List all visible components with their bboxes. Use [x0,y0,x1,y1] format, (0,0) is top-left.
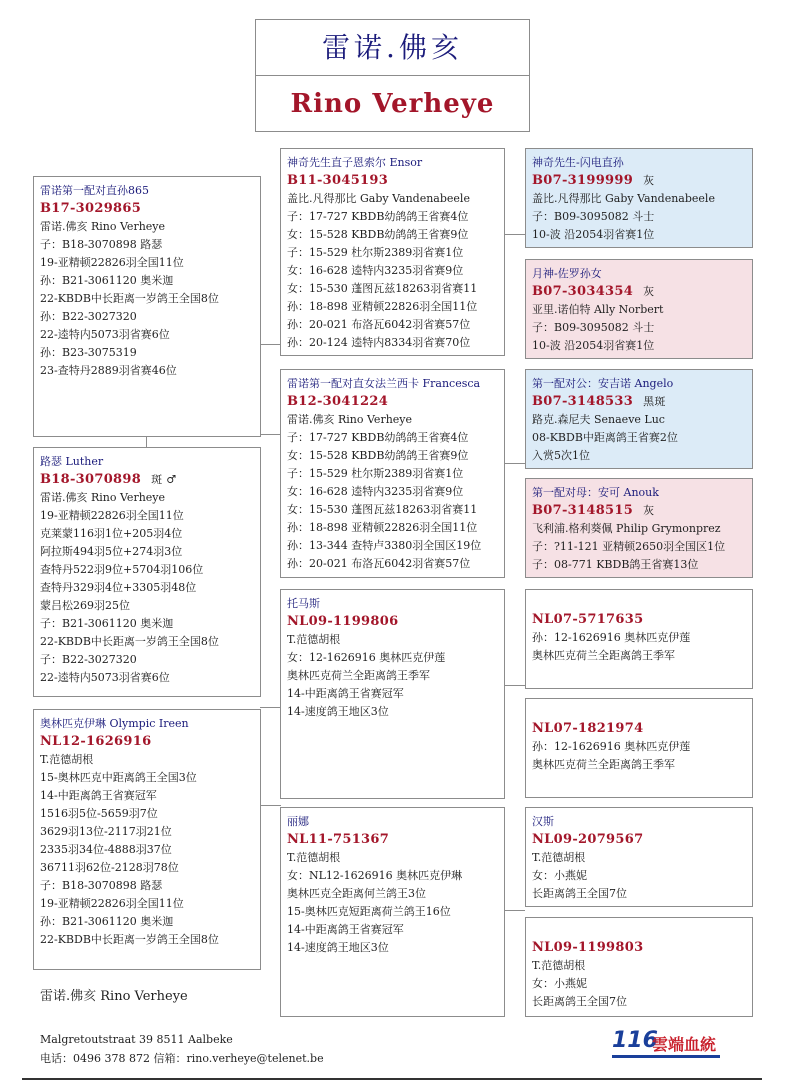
pedigree-line: 1516羽5位-5659羽7位 [40,807,158,820]
pedigree-line: 3629羽13位-2117羽21位 [40,825,172,838]
pedigree-line: 子：17-727 KBDB幼鸽鸽王省赛4位 [287,210,469,223]
pigeon-box-dsd [525,698,753,798]
pedigree-line: 22-KBDB中长距离一岁鸽王全国8位 [40,635,219,648]
bottom-divider [22,1078,762,1080]
pedigree-line: 子：B18-3070898 路瑟 [40,879,163,892]
pedigree-line: 女：12-1626916 奥林匹克伊莲 [287,651,446,664]
pedigree-line: T.范德胡根 [287,851,341,864]
pedigree-line: 15-奥林匹克短距离荷兰鸽王16位 [287,905,451,918]
pigeon-box-ddd [525,917,753,1017]
pedigree-line: 孙：20-021 布洛瓦6042羽省赛57位 [287,318,471,331]
pedigree-line: 15-奥林匹克中距离鸽王全国3位 [40,771,197,784]
connector-subject-sire [146,437,147,447]
ring-number: B07-3148533 黑斑 [532,394,666,409]
pigeon-box-sds [525,369,753,469]
pigeon-box-dam-sire [280,589,505,799]
pedigree-line: 19-亚精顿22826羽全国11位 [40,256,184,269]
pedigree-line: 女：15-528 KBDB幼鸽鸽王省赛9位 [287,228,469,241]
pedigree-line: 奥林匹克荷兰全距离鸽王季军 [532,649,675,662]
pedigree-line: 阿拉斯494羽5位+274羽3位 [40,545,183,558]
breeder-address: Malgretoutstraat 39 8511 Aalbeke [40,1033,233,1046]
pedigree-line: 19-亚精顿22826羽全国11位 [40,897,184,910]
pedigree-line: 女：16-628 逵特内3235羽省赛9位 [287,264,464,277]
pedigree-line: 36711羽62位-2128羽78位 [40,861,179,874]
pedigree-line: 长距离鸽王全国7位 [532,995,627,1008]
pedigree-line: 盖比.凡得那比 Gaby Vandenabeele [532,192,715,205]
pedigree-line: 孙：B22-3027320 [40,310,137,323]
pedigree-line: 2335羽34位-4888羽37位 [40,843,172,856]
pedigree-line: 子：B09-3095082 斗士 [532,210,655,223]
pedigree-line: 孙：B21-3061120 奥米迦 [40,274,174,287]
ring-number: NL11-751367 [287,832,390,847]
pedigree-line: 22-KBDB中长距离一岁鸽王全国8位 [40,292,219,305]
logo-underline [612,1055,720,1058]
pigeon-title: 路瑟 Luther [40,455,104,468]
pedigree-line: 孙：20-021 布洛瓦6042羽省赛57位 [287,557,471,570]
ring-number: B17-3029865 [40,201,142,216]
pedigree-line: 女：15-528 KBDB幼鸽鸽王省赛9位 [287,449,469,462]
yunduan-logo [612,1028,722,1058]
pedigree-line: 女：16-628 逵特内3235羽省赛9位 [287,485,464,498]
connector-dd-parents [504,910,525,911]
pedigree-line: 查特丹329羽4位+3305羽48位 [40,581,197,594]
pigeon-color: 黑斑 [643,395,666,408]
pedigree-line: 奥林匹克全距离何兰鸽王3位 [287,887,426,900]
breeder-signature: 雷诺.佛亥 Rino Verheye [40,989,188,1004]
pigeon-title: 丽娜 [287,815,309,828]
pedigree-line: 女：15-530 蓬图瓦兹18263羽省赛11 [287,503,478,516]
ring-number: B18-3070898 斑 ♂ [40,472,177,487]
pedigree-line: 路克.森尼夫 Senaeve Luc [532,413,665,426]
ring-number: NL09-1199803 [532,940,644,955]
pedigree-line: 14-中距离鸽王省赛冠军 [287,923,404,936]
pedigree-line: 长距离鸽王全国7位 [532,887,627,900]
title-chinese: 雷诺.佛亥 [322,31,463,64]
pigeon-title: 汉斯 [532,815,554,828]
logo-number: 116 [612,1028,658,1053]
pedigree-line: 14-中距离鸽王省赛冠军 [287,687,404,700]
ring-number: NL09-2079567 [532,832,644,847]
pigeon-title: 第一配对母：安可 Anouk [532,486,659,499]
pedigree-line: 孙：B21-3061120 奥米迦 [40,915,174,928]
pigeon-box-sdd [525,478,753,578]
pigeon-box-dds [525,807,753,907]
pedigree-line: 10-波 沿2054羽省赛1位 [532,228,655,241]
pigeon-title: 托马斯 [287,597,320,610]
ring-number: B07-3148515 灰 [532,503,655,518]
pedigree-title-box [255,19,530,132]
connector-sire-ss [260,344,281,345]
pedigree-line: 查特丹522羽9位+5704羽106位 [40,563,204,576]
pedigree-line: 14-中距离鸽王省赛冠军 [40,789,157,802]
pedigree-line: 雷诺.佛亥 Rino Verheye [287,413,413,426]
pedigree-line: 22-逵特内5073羽省赛6位 [40,328,170,341]
pedigree-line: 子：B09-3095082 斗士 [532,321,655,334]
pedigree-line: T.范德胡根 [532,851,586,864]
ring-number: NL07-1821974 [532,721,644,736]
pedigree-line: 克莱蒙116羽1位+205羽4位 [40,527,183,540]
pigeon-color: 灰 [643,174,655,187]
pigeon-color: 灰 [643,504,655,517]
pedigree-line: 孙：12-1626916 奥林匹克伊莲 [532,631,691,644]
pedigree-line: 14-速度鸽王地区3位 [287,705,389,718]
pigeon-box-ssd [525,259,753,359]
pedigree-line: 子：B21-3061120 奥米迦 [40,617,174,630]
pedigree-line: 孙：B23-3075319 [40,346,137,359]
title-divider [256,75,529,76]
pigeon-title: 奥林匹克伊琳 Olympic Ireen [40,717,189,730]
pedigree-line: 子：B22-3027320 [40,653,137,666]
pedigree-line: 蒙吕松269羽25位 [40,599,130,612]
pigeon-box-dam-dam [280,807,505,1017]
pedigree-line: 奥林匹克荷兰全距离鸽王季军 [532,758,675,771]
breeder-contact: 电话：0496 378 872 信箱：rino.verheye@telenet.be [40,1052,324,1065]
pigeon-box-sire [33,447,261,697]
pedigree-line: T.范德胡根 [287,633,341,646]
pedigree-line: 14-速度鸽王地区3位 [287,941,389,954]
pedigree-line: 雷诺.佛亥 Rino Verheye [40,220,166,233]
pedigree-line: 子：08-771 KBDB鸽王省赛13位 [532,558,699,571]
pedigree-line: 女：小燕妮 [532,977,587,990]
ring-number: B07-3034354 灰 [532,284,655,299]
pedigree-line: 22-KBDB中长距离一岁鸽王全国8位 [40,933,219,946]
pigeon-box-dss [525,589,753,689]
pedigree-line: 盖比.凡得那比 Gaby Vandenabeele [287,192,470,205]
pedigree-line: T.范德胡根 [532,959,586,972]
pedigree-line: 女：15-530 蓬图瓦兹18263羽省赛11 [287,282,478,295]
pigeon-color: 灰 [643,285,655,298]
pigeon-box-subject [33,176,261,437]
pedigree-line: 奥林匹克荷兰全距离鸽王季军 [287,669,430,682]
pedigree-line: 23-查特丹2889羽省赛46位 [40,364,177,377]
pigeon-title: 神奇先生直子恩索尔 Ensor [287,156,423,169]
pedigree-line: 孙：18-898 亚精顿22826羽全国11位 [287,521,478,534]
ring-number: B07-3199999 灰 [532,173,655,188]
pedigree-line: 女：NL12-1626916 奥林匹克伊琳 [287,869,463,882]
ring-number: B12-3041224 [287,394,389,409]
pigeon-box-dam [33,709,261,970]
pedigree-line: 子：15-529 杜尔斯2389羽省赛1位 [287,467,464,480]
pedigree-line: 子：B18-3070898 路瑟 [40,238,163,251]
pedigree-line: 亚里.诺伯特 Ally Norbert [532,303,664,316]
pigeon-title: 第一配对公：安吉诺 Angelo [532,377,674,390]
pigeon-title: 雷诺第一配对直女法兰西卡 Francesca [287,377,481,390]
pedigree-line: 08-KBDB中距离鸽王省赛2位 [532,431,678,444]
title-english: Rino Verheye [290,89,495,119]
connector-sire-sd [260,434,281,435]
pedigree-line: 19-亚精顿22826羽全国11位 [40,509,184,522]
ring-number: B11-3045193 [287,173,389,188]
pedigree-line: 子：?11-121 亚精顿2650羽全国区1位 [532,540,726,553]
pigeon-title: 雷诺第一配对直孙865 [40,184,149,197]
pedigree-line: 孙：12-1626916 奥林匹克伊莲 [532,740,691,753]
pedigree-line: 子：15-529 杜尔斯2389羽省赛1位 [287,246,464,259]
pedigree-line: 22-逵特内5073羽省赛6位 [40,671,170,684]
connector-dam-ds [260,707,281,708]
connector-ds-parents [504,685,525,686]
pedigree-line: 孙：13-344 查特卢3380羽全国区19位 [287,539,482,552]
pedigree-line: 子：17-727 KBDB幼鸽鸽王省赛4位 [287,431,469,444]
pedigree-line: 女：小燕妮 [532,869,587,882]
pedigree-line: 孙：20-124 逵特内8334羽省赛70位 [287,336,471,349]
ring-number: NL07-5717635 [532,612,644,627]
pedigree-line: T.范德胡根 [40,753,94,766]
pedigree-line: 飞利浦.格利葵佩 Philip Grymonprez [532,522,721,535]
pigeon-title: 神奇先生-闪电直孙 [532,156,624,169]
pigeon-box-sss [525,148,753,248]
pigeon-title: 月神-佐罗孙女 [532,267,602,280]
ring-number: NL09-1199806 [287,614,399,629]
pedigree-line: 10-波 沿2054羽省赛1位 [532,339,655,352]
connector-dam-dd [260,805,281,806]
pigeon-box-sire-dam [280,369,505,578]
pedigree-line: 雷诺.佛亥 Rino Verheye [40,491,166,504]
connector-ss-parents [504,234,525,235]
ring-number: NL12-1626916 [40,734,152,749]
logo-text: 雲端血統 [652,1035,717,1054]
pedigree-line: 孙：18-898 亚精顿22826羽全国11位 [287,300,478,313]
pigeon-color: 斑 ♂ [151,473,177,486]
pigeon-box-sire-sire [280,148,505,356]
connector-sd-parents [504,463,525,464]
pedigree-line: 入赏5次1位 [532,449,590,462]
